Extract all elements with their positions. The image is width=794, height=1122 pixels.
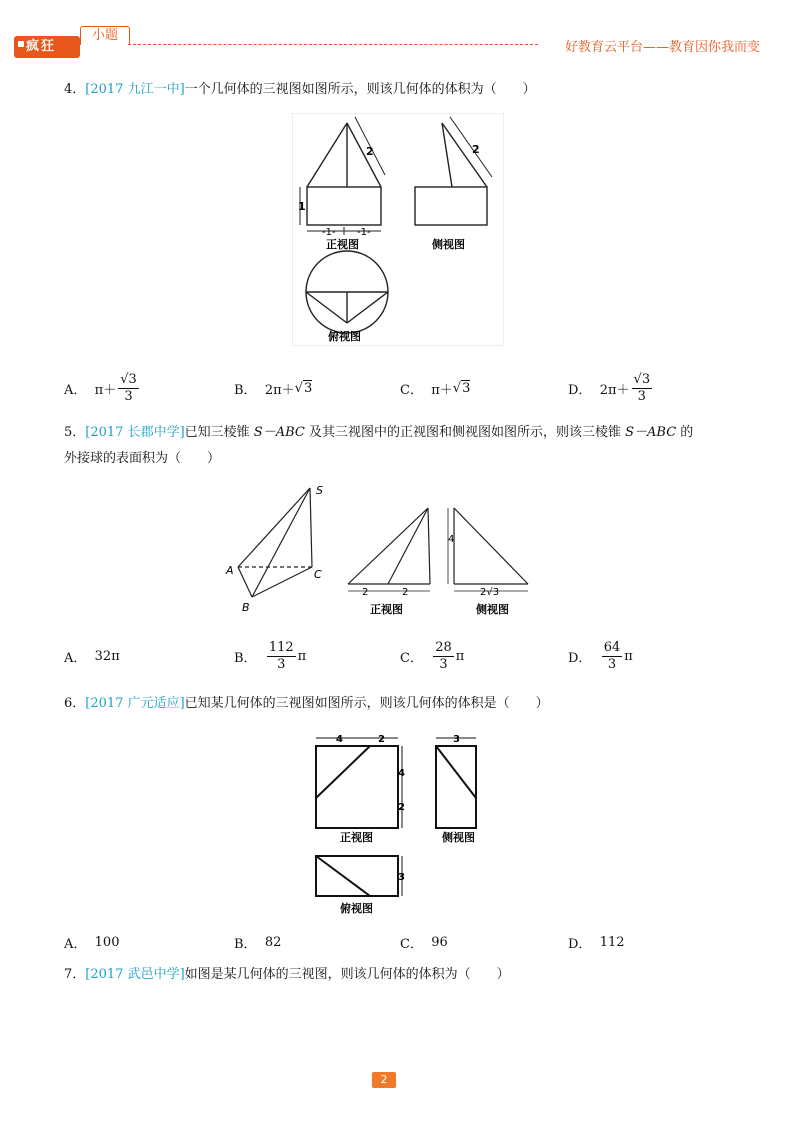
question-source: [2017 武邑中学] [85,967,185,982]
question-source: [2017 广元适应] [85,696,185,711]
page-number: 2 [372,1072,396,1088]
q5-option-c[interactable]: C． $\frac{28}{3}$ π [400,639,465,672]
q4-option-d[interactable]: D． 2π＋ $\frac{√3}{3}$ [568,371,651,404]
q5-figure [222,480,542,620]
q5-vertex-b: B [242,601,250,614]
q5-vertex-s: S [316,484,323,497]
question-6: 6．[2017 广元适应]已知某几何体的三视图如图所示，则该几何体的体积是（ ） [64,696,549,711]
q5-front-view [348,508,430,591]
question-number: 4． [64,82,86,97]
q4-side-label: 侧视图 [432,238,465,251]
q6-option-d[interactable]: D． 112 [568,934,625,952]
q4-options [64,368,744,408]
q4-option-a[interactable]: A． π＋ $\frac{√3}{3}$ [64,371,137,404]
header-divider [128,44,538,45]
q6-front-view [316,738,402,828]
header-tag-sub: 小题 [80,26,130,45]
q5-vertex-c: C [314,568,322,581]
q4-option-c[interactable]: C． π＋ √ 3 [400,368,470,408]
page-header [0,0,794,60]
q4-dim-1-left: -1- [322,227,336,238]
q5-options [64,636,744,676]
header-tag-main: 疯狂 [14,36,80,58]
q5-front-dim-left: 2 [362,587,369,598]
q5-side-dim-width: 2√3 [480,587,500,598]
q5-side-dim-height: 4 [448,534,455,545]
q6-side-dim-3: 3 [453,734,460,745]
q5-option-b[interactable]: B． $\frac{112}{3}$ π [234,639,307,672]
question-4 [64,77,744,103]
q5-pyramid [238,488,312,597]
q6-option-b[interactable]: B． 82 [234,934,282,952]
q4-front-label: 正视图 [326,238,359,251]
q4-top-label: 俯视图 [328,330,361,343]
q4-figure [292,113,504,346]
header-platform: 好教育云平台——教育因你我而变 [564,40,760,55]
q5-front-dim-right: 2 [402,587,409,598]
q6-front-label: 正视图 [340,831,373,844]
q5-option-a[interactable]: A． 32π [64,648,120,666]
q6-front-dim-top-2: 2 [378,734,385,745]
q6-figure [310,730,490,920]
q6-side-view [436,738,476,828]
q6-options [64,922,744,962]
question-text: 一个几何体的三视图如图所示，则该几何体的体积为（ ） [184,82,536,97]
question-7: 7．[2017 武邑中学]如图是某几何体的三视图，则该几何体的体积为（ ） [64,967,510,982]
question-source: [2017 九江一中] [85,82,185,97]
q4-dim-2-front: 2 [366,145,374,158]
q5-option-d[interactable]: D． $\frac{64}{3}$ π [568,639,633,672]
q5-front-label: 正视图 [370,603,403,616]
q6-top-label: 俯视图 [340,902,373,915]
question-5: 5．[2017 长郡中学]已知三棱锥 S－ABC 及其三视图中的正视图和侧视图如图所示，则该三棱锥 S－ABC 的 外接球的表面积为（ ） [64,425,694,466]
q4-option-b[interactable]: B． 2π＋ √ 3 [234,368,312,408]
question-source: [2017 长郡中学] [85,425,185,440]
q6-option-a[interactable]: A． 100 [64,934,120,952]
q6-front-dim-right-2: 2 [398,802,405,813]
q4-dim-1-height: 1 [298,200,306,213]
q4-dim-1-right: -1- [357,227,371,238]
q6-top-dim-3: 3 [398,872,405,883]
q5-vertex-a: A [226,564,234,577]
q6-top-view [316,856,402,896]
q5-side-view [448,508,528,591]
q6-front-dim-right-4: 4 [398,768,405,779]
q6-option-c[interactable]: C． 96 [400,934,448,952]
q6-side-label: 侧视图 [442,831,475,844]
q4-dim-2-side: 2 [472,143,480,156]
q5-side-label: 侧视图 [476,603,509,616]
q6-front-dim-top-4: 4 [336,734,343,745]
